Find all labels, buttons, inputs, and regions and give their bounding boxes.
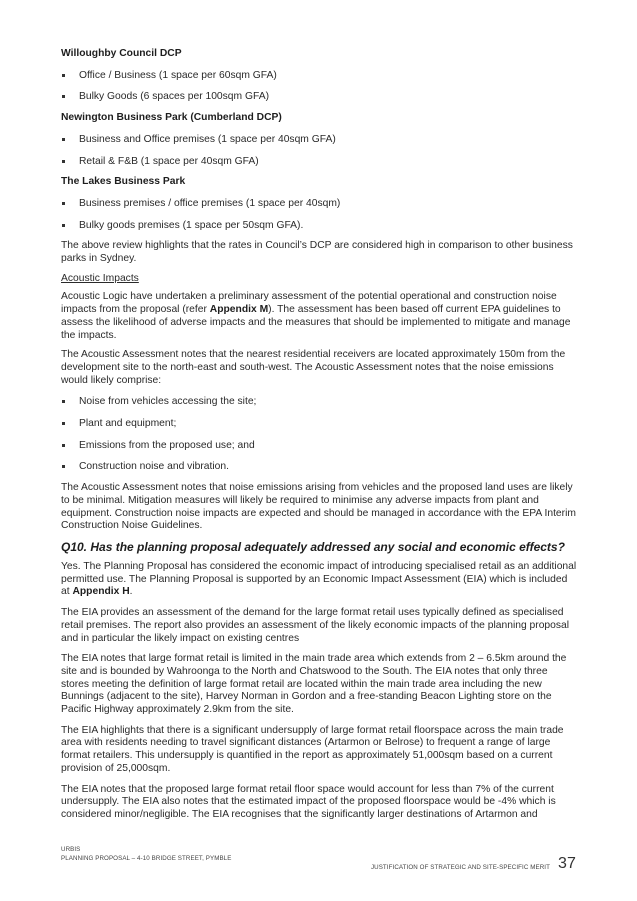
text-run: Acoustic Logic have undertaken a preliminary assessment of the potential operational and construction noise impacts from the proposal (refer (61, 291, 557, 316)
footer-section-title: JUSTIFICATION OF STRATEGIC AND SITE-SPECIFIC MERIT (370, 864, 550, 871)
acoustic-heading: Acoustic Impacts (61, 272, 139, 284)
list-item: Plant and equipment; (61, 418, 577, 431)
appendix-m-ref: Appendix M (209, 304, 269, 316)
lakes-list (61, 198, 577, 232)
document-body (61, 48, 577, 822)
footer-org: URBIS (61, 846, 81, 853)
list-item: Bulky Goods (6 spaces per 100sqm GFA) (61, 91, 577, 104)
q10-paragraph-1 (61, 561, 577, 599)
acoustic-list (61, 396, 577, 474)
list-item: Bulky goods premises (1 space per 50sqm GFA). (61, 220, 577, 233)
willoughby-list (61, 70, 577, 104)
acoustic-paragraph-2: The Acoustic Assessment notes that the nearest residential receivers are located approximately 150m from the development site to the north-east and south-west. The Acoustic Assessment notes that the noise emissions would likely comprise: (61, 349, 566, 386)
q10-paragraph-2: The EIA provides an assessment of the demand for the large format retail uses typically defined as specialised retail premises. The report also provides an assessment of the likely economic impacts of the planning proposal and in particular the likely impact on existing centres (61, 607, 570, 644)
acoustic-paragraph-1 (61, 291, 577, 342)
text-run: . (129, 586, 133, 598)
acoustic-paragraph-3: The Acoustic Assessment notes that noise emissions arising from vehicles and the proposed land uses are likely to be minimal. Mitigation measures will likely be required to minimise any adverse impacts from plant and equipment. Construction noise impacts are expected and should be managed in accordance with the EPA Interim Construction Noise Guidelines. (61, 482, 576, 532)
text-run: ). The assessment has been based off current EPA guidelines to assess the likelihood of adverse impacts and the measures that should be implemented to mitigate and manage the impacts. (61, 304, 571, 341)
list-item: Business and Office premises (1 space per 40sqm GFA) (61, 134, 577, 147)
appendix-h-ref: Appendix H (72, 586, 130, 598)
footer-left (61, 846, 231, 863)
footer-doc-title: PLANNING PROPOSAL – 4-10 BRIDGE STREET, PYMBLE (61, 854, 232, 862)
lakes-heading: The Lakes Business Park (61, 176, 186, 188)
q10-paragraph-5: The EIA notes that the proposed large format retail floor space would account for less than 7% of the current undersupply. The EIA also notes that the estimated impact of the proposed floorspace would be -4% which is considered minor/negligible. The EIA recognises that the significantly larger destinations of Artarmon and (61, 783, 556, 820)
list-item: Emissions from the proposed use; and (61, 440, 577, 453)
page-number: 37 (558, 855, 576, 872)
list-item: Retail & F&B (1 space per 40sqm GFA) (61, 156, 577, 169)
list-item: Office / Business (1 space per 60sqm GFA) (61, 70, 577, 83)
newington-heading: Newington Business Park (Cumberland DCP) (61, 112, 282, 124)
newington-list (61, 134, 577, 168)
list-item: Business premises / office premises (1 space per 40sqm) (61, 198, 577, 211)
list-item: Construction noise and vibration. (61, 461, 577, 474)
review-paragraph: The above review highlights that the rates in Council’s DCP are considered high in comparison to other business parks in Sydney. (61, 240, 573, 265)
list-item: Noise from vehicles accessing the site; (61, 396, 577, 409)
q10-heading: Q10. Has the planning proposal adequately addressed any social and economic effects? (61, 539, 565, 554)
q10-paragraph-4: The EIA highlights that there is a significant undersupply of large format retail floorspace across the main trade area with residents needing to travel significant distances (Artarmon or Belrose) to frequent a range of large format retailers. This undersupply is quantified in the report as approximately 51,000sqm based on a current provision of 25,000sqm. (61, 724, 564, 774)
willoughby-heading: Willoughby Council DCP (61, 48, 182, 59)
text-run: Yes. The Planning Proposal has considered the economic impact of introducing specialised retail as an additional permitted use. The Planning Proposal is supported by an Economic Impact Assessment (EIA) which is included at (61, 560, 577, 598)
footer-right (371, 856, 576, 872)
q10-paragraph-3: The EIA notes that large format retail is limited in the main trade area which extends from 2 – 6.5km around the site and is bounded by Wahroonga to the North and Chatswood to the South. The EIA notes that only three stores meeting the definition of large format retail are located within the main trade area including the new Bunnings (adjacent to the site), Harvey Norman in Gordon and a free-standing Beacon Lighting store on the Pacific Highway approximately 2.9km from the site. (61, 653, 567, 716)
